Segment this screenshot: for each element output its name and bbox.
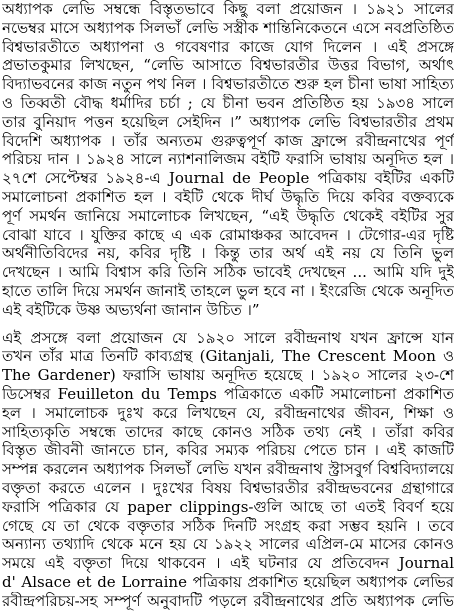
text-line: অধ্যাপক লেভি সম্বন্ধে বিস্তৃতভাবে কিছু বলা প্রয়োজন । ১৯২১ সালের [2, 0, 454, 18]
text-line: পূর্ণ সমর্থন জানিয়ে সমালোচক লিখছেন, “এই উদ্ধৃতি থেকেই বইটির সুর [2, 206, 454, 225]
text-line: অর্থনীতিবিদের নয়, কবির দৃষ্টি । কিন্তু তার অর্থ এই নয় যে তিনি ভুল [2, 244, 454, 263]
text-line: বিশ্বভারতীতে অধ্যাপনা ও গবেষণার কাজে যোগ দিলেন । এই প্রসঙ্গে [2, 37, 454, 56]
text-line: ও তিব্বতী বৌদ্ধ ধর্মাদির চর্চা ; যে চীনা ভবন প্রতিষ্ঠিত হয় ১৯৩৪ সালে [2, 93, 454, 112]
text-line: এই প্রসঙ্গে বলা প্রয়োজন যে ১৯২০ সালে রবীন্দ্রনাথ যখন ফ্রান্সে যান [2, 328, 454, 347]
paragraph-2 [2, 329, 454, 611]
text-line: অন্যান্য তথ্যাদি থেকে মনে হয় যে ১৯২২ সালের এপ্রিল-মে মাসের কোনও [2, 535, 454, 554]
text-line: দেখছেন । আমি বিশ্বাস করি তিনি সঠিক ভাবেই দেখছেন ... আমি যদি দুই [2, 263, 454, 282]
text-line: হল । সমালোচক দুঃখ করে লিখছেন যে, রবীন্দ্রনাথের জীবন, শিক্ষা ও [2, 403, 454, 422]
text-line: বিস্তৃত জীবনী জানতে চান, কবির সম্যক পরিচয় পেতে চান । এই কাজটি [2, 441, 454, 460]
text-line: প্রভাতকুমার লিখছেন, “লেভি আসাতে বিশ্বভারতীর উত্তর বিভাগ, অর্থাৎ [2, 56, 454, 75]
paragraph-1 [2, 0, 454, 320]
text-line: বোঝা যাবে । যুক্তির কাছে এ এক রোমাঞ্চকর আবেদন । টেগোর-এর দৃষ্টি [2, 225, 454, 244]
text-line: বিদ্যাভবনের কাজ নতুন পথ নিল । বিশ্বভারতীতে শুরু হল চীনা ভাষা সাহিত্য [2, 75, 454, 94]
text-line: সমালোচনা প্রকাশিত হল । বইটি থেকে দীর্ঘ উদ্ধৃতি দিয়ে কবির বক্তব্যকে [2, 187, 454, 206]
text-line: নভেম্বর মাসে অধ্যাপক সিলভাঁ লেভি সস্ত্রীক শান্তিনিকেতনে এসে নবপ্রতিষ্ঠিত [2, 18, 454, 37]
text-line: ২৭শে সেপ্টেম্বর ১৯২৪-এ Journal de People পত্রিকায় বইটির একটি [2, 169, 454, 188]
text-line-last: এই বইটিকে উষ্ণ অভ্যর্থনা জানান উচিত ।” [2, 300, 260, 319]
text-line: তখন তাঁর মাত্র তিনটি কাব্যগ্রন্থ (Gitanjali, The Crescent Moon ও [2, 347, 454, 366]
text-line: বক্তৃতা করতে এলেন । দুঃখের বিষয় বিশ্বভারতীর রবীন্দ্রভবনের গ্রন্থাগারে [2, 478, 454, 497]
text-line: ফরাসি পত্রিকার যে paper clippings-গুলি আছে তা এতই বিবর্ণ হয়ে [2, 497, 454, 516]
text-line: d' Alsace et de Lorraine পত্রিকায় প্রকাশিত হয়েছিল অধ্যাপক লেভির [2, 572, 454, 591]
text-line: ডিসেম্বর Feuilleton du Temps পত্রিকাতে একটি সমালোচনা প্রকাশিত [2, 384, 454, 403]
text-line: হাতে তালি দিয়ে সমর্থন জানাই তাহলে ভুল হবে না । ইংরেজি থেকে অনূদিত [2, 281, 454, 300]
text-line: রবীন্দ্রপরিচয়-সহ সম্পূর্ণ অনুবাদটি পড়লে রবীন্দ্রনাথের প্রতি অধ্যাপক লেভি [2, 591, 454, 610]
text-line: পরিচয় দান । ১৯২৪ সালে ন্যাশনালিজম বইটি ফরাসি ভাষায় অনূদিত হল । [2, 150, 454, 169]
text-line: সম্পন্ন করলেন অধ্যাপক সিলভাঁ লেভি যখন রবীন্দ্রনাথ স্ট্রাসবুর্গ বিশ্ববিদ্যালয়ে [2, 460, 454, 479]
text-line: The Gardener) ফরাসি ভাষায় অনূদিত হয়েছে । ১৯২০ সালের ২৩-শে [2, 366, 454, 385]
text-line: বিদেশি অধ্যাপক । তাঁর অন্যতম গুরুত্বপূর্ণ কাজ ফ্রান্সে রবীন্দ্রনাথের পূর্ণ [2, 131, 454, 150]
text-line: তার বুনিয়াদ পত্তন হয়েছিল সেইদিন ।” অধ্যাপক লেভি বিশ্বভারতীর প্রথম [2, 112, 454, 131]
text-line: সময়ে এই বক্তৃতা দিয়ে থাকবেন । এই ঘটনার যে প্রতিবেদন Journal [2, 554, 454, 573]
text-line: গেছে যে তা থেকে বক্তৃতার সঠিক দিনটি সংগ্রহ করা সম্ভব হয়নি । তবে [2, 516, 454, 535]
text-line: সাহিত্যকৃতি সম্বন্ধে তাদের কাছে কোনও সঠিক তথ্য নেই । তাঁরা কবির [2, 422, 454, 441]
